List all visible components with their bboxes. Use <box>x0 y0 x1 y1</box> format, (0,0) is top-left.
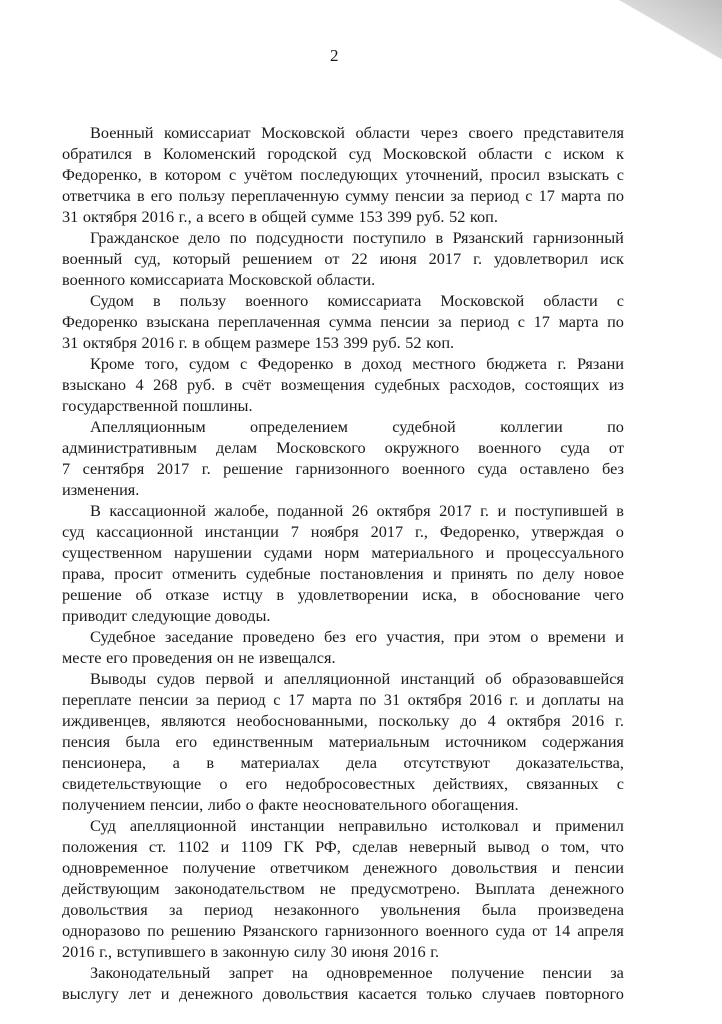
text-line: Гражданское дело по подсудности поступило в Рязанский гарнизонный <box>90 228 624 247</box>
text-line: обратился в Коломенский городской суд Московской области с иском к <box>62 144 624 163</box>
text-line: довольствия за период незаконного увольнения была произведена <box>62 900 624 919</box>
text-line: переплате пенсии за период с 17 марта по 31 октября 2016 г. и доплаты на <box>62 690 624 709</box>
text-line: 31 октября 2016 г., а всего в общей сумме 153 399 руб. 52 коп. <box>62 207 498 226</box>
text-line: Федоренко, в котором с учётом последующих уточнений, просил взыскать с <box>62 165 624 184</box>
paragraph <box>62 353 624 416</box>
text-line: ответчика в его пользу переплаченную сумму пенсии за период с 17 марта по <box>62 186 624 205</box>
text-line: выслугу лет и денежного довольствия касается только случаев повторного <box>62 984 624 1003</box>
paragraph <box>62 122 624 227</box>
text-line: действующим законодательством не предусмотрено. Выплата денежного <box>62 879 624 898</box>
text-line: военный суд, который решением от 22 июня 2017 г. удовлетворил иск <box>62 249 624 268</box>
text-line: решение об отказе истцу в удовлетворении иска, в обоснование чего <box>62 585 624 604</box>
text-line: одновременное получение ответчиком денежного довольствия и пенсии <box>62 858 624 877</box>
page-number: 2 <box>330 46 339 65</box>
text-line: 31 октября 2016 г. в общем размере 153 399 руб. 52 коп. <box>62 333 455 352</box>
text-line: права, просит отменить судебные постановления и принять по делу новое <box>62 564 624 583</box>
text-line: Судом в пользу военного комиссариата Московской области с <box>90 291 624 310</box>
paragraph <box>62 290 624 353</box>
text-line: Кроме того, судом с Федоренко в доход местного бюджета г. Рязани <box>90 354 624 373</box>
text-line: свидетельствующие о его недобросовестных действиях, связанных с <box>62 774 624 793</box>
text-line: месте его проведения он не извещался. <box>62 648 336 667</box>
text-line: пенсия была его единственным материальным источником содержания <box>62 732 624 751</box>
scan-shadow-corner <box>612 0 722 70</box>
paragraph <box>62 668 624 815</box>
text-line: иждивенцев, являются необоснованными, поскольку до 4 октября 2016 г. <box>62 711 624 730</box>
text-line: Военный комиссариат Московской области через своего представителя <box>90 123 624 142</box>
text-line: положения ст. 1102 и 1109 ГК РФ, сделав неверный вывод о том, что <box>62 837 624 856</box>
text-line: военного комиссариата Московской области. <box>62 270 376 289</box>
text-line: Выводы судов первой и апелляционной инстанций об образовавшейся <box>90 669 624 688</box>
text-line: пенсионера, а в материалах дела отсутствуют доказательства, <box>62 753 624 772</box>
text-line: Федоренко взыскана переплаченная сумма пенсии за период с 17 марта по <box>62 312 624 331</box>
text-line: Апелляционным определением судебной коллегии по <box>90 417 624 436</box>
text-line: изменения. <box>62 480 140 499</box>
text-line: получением пенсии, либо о факте неосновательного обогащения. <box>62 795 519 814</box>
text-line: 7 сентября 2017 г. решение гарнизонного военного суда оставлено без <box>62 459 624 478</box>
text-line: приводит следующие доводы. <box>62 606 271 625</box>
text-line: Судебное заседание проведено без его участия, при этом о времени и <box>90 627 624 646</box>
paragraph <box>62 416 624 500</box>
text-line: существенном нарушении судами норм материального и процессуального <box>62 543 624 562</box>
text-line: государственной пошлины. <box>62 396 253 415</box>
paragraph <box>62 626 624 668</box>
text-line: В кассационной жалобе, поданной 26 октября 2017 г. и поступившей в <box>90 501 624 520</box>
text-line: административным делам Московского окружного военного суда от <box>62 438 624 457</box>
text-line: 2016 г., вступившего в законную силу 30 июня 2016 г. <box>62 942 440 961</box>
paragraph <box>62 815 624 962</box>
paragraph <box>62 227 624 290</box>
text-line: взыскано 4 268 руб. в счёт возмещения судебных расходов, состоящих из <box>62 375 624 394</box>
text-line: одноразово по решению Рязанского гарнизонного военного суда от 14 апреля <box>62 921 624 940</box>
paragraph <box>62 500 624 626</box>
paragraph <box>62 962 624 1004</box>
text-line: суд кассационной инстанции 7 ноября 2017 г., Федоренко, утверждая о <box>62 522 624 541</box>
text-line: Законодательный запрет на одновременное получение пенсии за <box>90 963 624 982</box>
document-body <box>62 122 624 1004</box>
text-line: Суд апелляционной инстанции неправильно истолковал и применил <box>90 816 624 835</box>
